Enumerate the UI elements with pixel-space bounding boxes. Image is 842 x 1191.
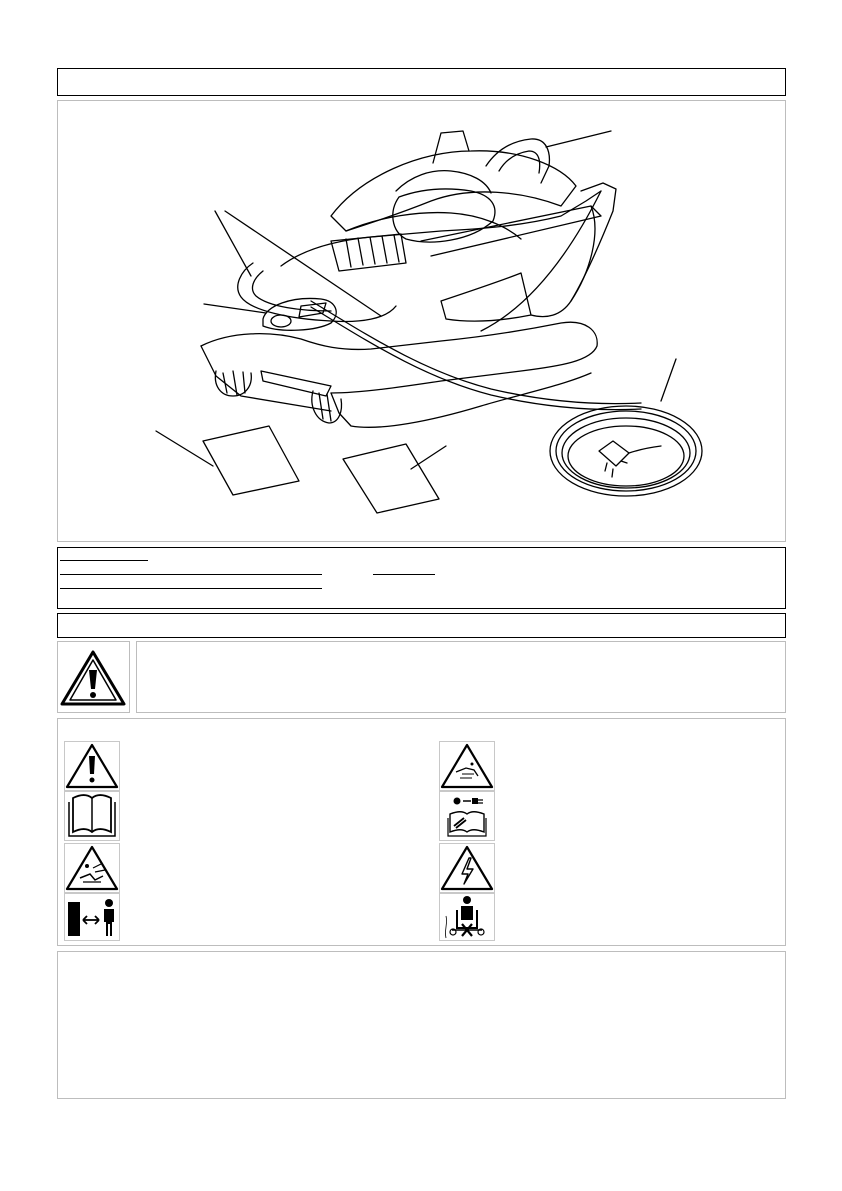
cutting-hazard-hand-icon (439, 741, 495, 791)
disconnect-plug-before-maintenance-icon (439, 791, 495, 841)
safety-heading-bar (57, 613, 786, 638)
legend-underline (60, 560, 148, 561)
do-not-lift-while-running-icon (439, 893, 495, 941)
thrown-objects-hazard-icon (64, 843, 120, 893)
legend-underline (60, 588, 322, 589)
main-warning-box (57, 641, 130, 713)
section-heading-bar (57, 68, 786, 96)
legend-underline (373, 574, 435, 575)
component-legend-panel (57, 547, 786, 609)
electric-shock-hazard-icon (439, 843, 495, 893)
read-manual-book-icon (64, 791, 120, 841)
mower-figure-panel (57, 100, 786, 542)
keep-bystanders-away-icon (64, 893, 120, 941)
warning-triangle-icon (64, 741, 120, 791)
main-warning-text-box (136, 641, 786, 713)
safety-symbols-panel (57, 718, 786, 946)
warning-triangle-exclamation-icon (58, 642, 129, 712)
legend-underline (60, 574, 322, 575)
mower-illustration (58, 101, 785, 541)
notes-panel (57, 951, 786, 1099)
